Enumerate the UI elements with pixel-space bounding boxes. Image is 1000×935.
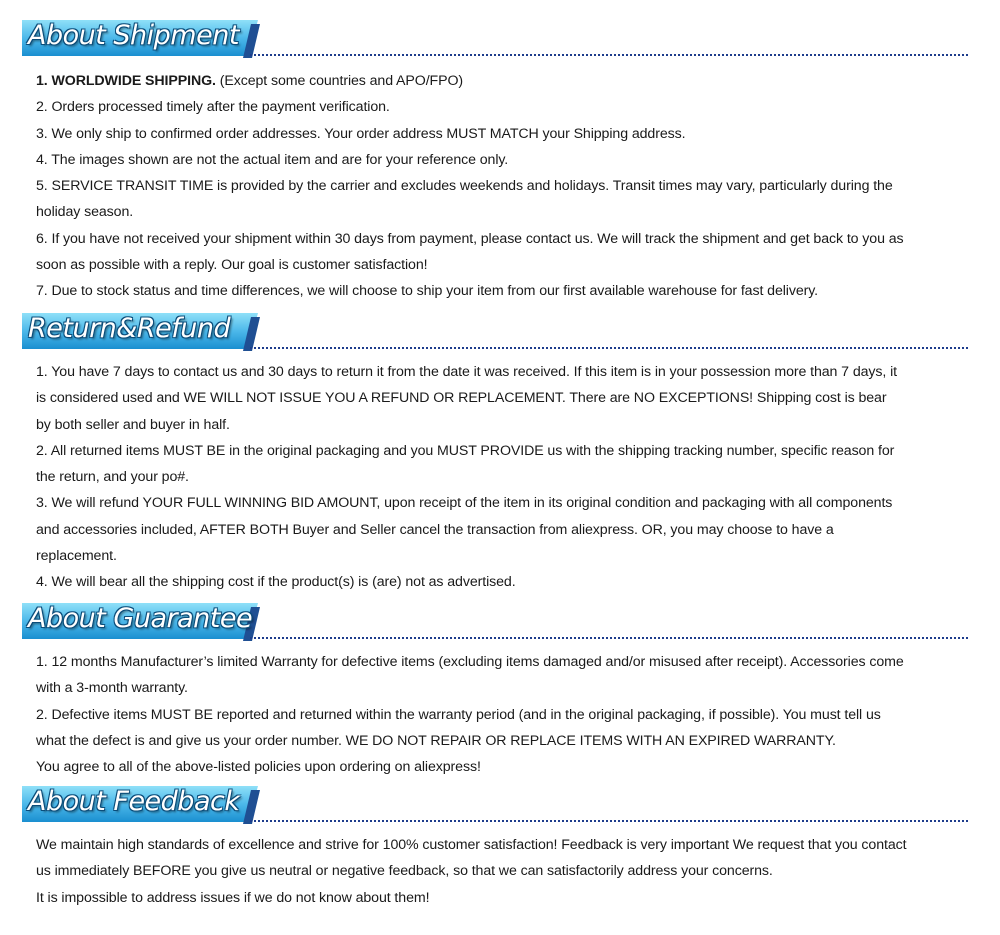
section-banner [22,18,258,56]
text-line: 4. The images shown are not the actual item and are for your reference only. [36,151,509,168]
text-line: 2. Defective items MUST BE reported and returned within the warranty period (and in the original packaging, if possible). You must tell us [36,706,881,723]
divider [250,54,968,56]
divider [250,637,968,639]
section-shipment [0,18,1000,305]
section-banner [22,601,258,639]
text-line: It is impossible to address issues if we do not know about them! [36,889,430,906]
text-line: 5. SERVICE TRANSIT TIME is provided by the carrier and excludes weekends and holidays. Transit times may vary, particularly during the [36,178,893,195]
text-line: 3. We only ship to confirmed order addresses. Your order address MUST MATCH your Shipping address. [36,125,686,142]
section-header [0,311,1000,355]
text-line: We maintain high standards of excellence and strive for 100% customer satisfaction! Feedback is very important We request that you contact [36,837,907,853]
text-line: by both seller and buyer in half. [36,416,230,433]
text-line: You agree to all of the above-listed policies upon ordering on aliexpress! [36,759,481,776]
text-line: 2. All returned items MUST BE in the original packaging and you MUST PROVIDE us with the shipping tracking number, specific reason for [36,442,895,459]
section-body [36,68,974,305]
text-line: 6. If you have not received your shipment within 30 days from payment, please contact us. We will track the shipment and get back to you as [36,230,904,247]
text-line: replacement. [36,548,117,565]
text-line: what the defect is and give us your order number. WE DO NOT REPAIR OR REPLACE ITEMS WITH AN EXPIRED WARRANTY. [36,732,836,749]
section-body [36,649,974,780]
section-title: About Shipment [28,20,239,51]
section-banner [22,311,258,349]
text-line: 2. Orders processed timely after the payment verification. [36,99,390,116]
text-line: us immediately BEFORE you give us neutral or negative feedback, so that we can satisfactorily address your concerns. [36,863,773,880]
section-header [0,784,1000,828]
text-line: holiday season. [36,204,134,221]
text-line: the return, and your po#. [36,469,189,486]
section-title: Return&Refund [28,313,231,344]
section-header [0,601,1000,645]
section-header [0,18,1000,62]
section-body [36,359,974,596]
section-feedback [0,784,1000,911]
section-title: About Guarantee [28,603,253,634]
text-line: 4. We will bear all the shipping cost if the product(s) is (are) not as advertised. [36,574,516,591]
section-banner [22,784,258,822]
text-line: and accessories included, AFTER BOTH Buyer and Seller cancel the transaction from aliexpress. OR, you may choose to have a [36,521,834,538]
text-line: 1. 12 months Manufacturer’s limited Warranty for defective items (excluding items damaged and/or misused after receipt). Accessories come [36,654,904,670]
text-line: 7. Due to stock status and time differences, we will choose to ship your item from our first available warehouse for fast delivery. [36,283,819,300]
section-return-refund [0,311,1000,596]
text-line: with a 3-month warranty. [36,680,188,697]
text-line: soon as possible with a reply. Our goal is customer satisfaction! [36,257,428,274]
section-body [36,832,974,911]
section-title: About Feedback [28,786,240,817]
text-line: 3. We will refund YOUR FULL WINNING BID AMOUNT, upon receipt of the item in its original condition and packaging with all components [36,495,893,512]
divider [250,347,968,349]
text-line: 1. WORLDWIDE SHIPPING. (Except some countries and APO/FPO) [36,73,464,89]
text-line: 1. You have 7 days to contact us and 30 days to return it from the date it was received. If this item is in your possession more than 7 days, it [36,364,897,380]
divider [250,820,968,822]
section-guarantee [0,601,1000,780]
text-line: is considered used and WE WILL NOT ISSUE YOU A REFUND OR REPLACEMENT. There are NO EXCEPTIONS! Shipping cost is bear [36,390,887,407]
